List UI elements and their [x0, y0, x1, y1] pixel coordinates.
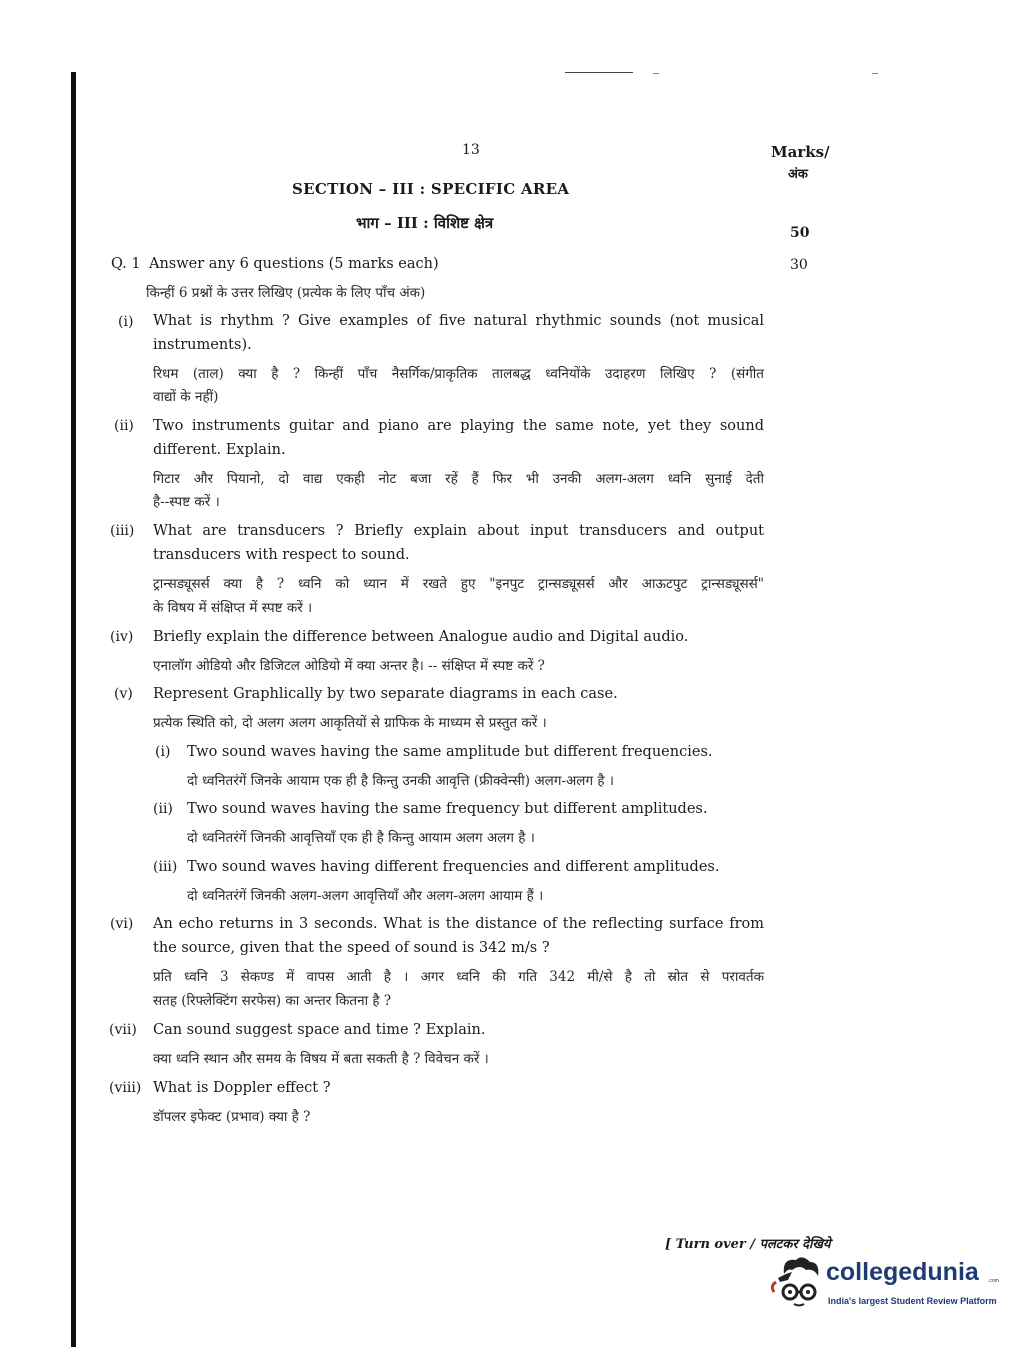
item-text: An echo returns in 3 seconds. What is the distance of the reflecting surface from — [153, 916, 764, 932]
scan-mark — [653, 73, 659, 74]
item-text: Can sound suggest space and time ? Explain. — [153, 1022, 486, 1038]
marks-label: Marks/ — [771, 143, 830, 161]
item-text: transducers with respect to sound. — [153, 547, 410, 563]
item-text-hindi: वाद्यों के नहीं) — [153, 389, 219, 405]
question-marks: 30 — [790, 257, 808, 273]
subitem-number: (ii) — [153, 801, 173, 817]
subitem-text-hindi: दो ध्वनितरंगें जिनकी अलग-अलग आवृत्तियाँ और अलग-अलग आयाम हैं । — [187, 888, 544, 904]
section-title-hindi: भाग – III : विशिष्ट क्षेत्र — [356, 214, 494, 232]
logo-wordmark: collegedunia — [826, 1258, 979, 1286]
marks-label-hindi: अंक — [788, 167, 808, 182]
turn-over-note: [ Turn over / पलटकर देखिये — [665, 1237, 831, 1252]
subitem-text-hindi: दो ध्वनितरंगें जिनकी आवृत्तियाँ एक ही है किन्तु आयाम अलग अलग है । — [187, 830, 535, 846]
subitem-number: (iii) — [153, 859, 178, 875]
item-number: (vi) — [110, 916, 134, 932]
question-instruction-hindi: किन्हीं 6 प्रश्नों के उत्तर लिखिए (प्रत्येक के लिए पाँच अंक) — [146, 285, 426, 301]
subitem-number: (i) — [155, 744, 171, 760]
item-text: Briefly explain the difference between Analogue audio and Digital audio. — [153, 629, 689, 645]
item-number: (iii) — [110, 523, 135, 539]
subitem-text: Two sound waves having the same frequency but different amplitudes. — [187, 801, 708, 817]
item-text-hindi: गिटार और पियानो, दो वाद्य एकही नोट बजा रहें हैं फिर भी उनकी अलग-अलग ध्वनि सुनाई देती — [153, 471, 764, 487]
item-text-hindi: ट्रान्सड्यूसर्स क्या है ? ध्वनि को ध्यान में रखते हुए "इनपुट ट्रान्सड्यूसर्स और आऊटपुट ट्रान्सड्यूसर्स" — [153, 576, 764, 592]
scan-mark — [872, 73, 878, 74]
item-text: What are transducers ? Briefly explain about input transducers and output — [153, 523, 764, 539]
subitem-text: Two sound waves having different frequencies and different amplitudes. — [187, 859, 720, 875]
item-text-hindi: क्या ध्वनि स्थान और समय के विषय में बता सकती है ? विवेचन करें । — [153, 1051, 489, 1067]
item-number: (iv) — [110, 629, 134, 645]
item-text-hindi: प्रत्येक स्थिति को, दो अलग अलग आकृतियों से ग्राफिक के माध्यम से प्रस्तुत करें । — [153, 715, 547, 731]
item-text: What is Doppler effect ? — [153, 1080, 331, 1096]
item-text-hindi: के विषय में संक्षिप्त में स्पष्ट करें । — [153, 600, 313, 616]
item-text-hindi: रिधम (ताल) क्या है ? किन्हीं पाँच नैसर्गिक/प्राकृतिक तालबद्ध ध्वनियोंके उदाहरण लिखिए ? (संगीत — [153, 366, 764, 382]
item-number: (ii) — [114, 418, 134, 434]
page-number: 13 — [462, 142, 480, 158]
section-title: SECTION – III : SPECIFIC AREA — [292, 180, 570, 198]
item-text-hindi: सतह (रिफ्लेक्टिंग सरफेस) का अन्तर कितना है ? — [153, 993, 392, 1009]
section-marks: 50 — [790, 225, 810, 241]
item-text-hindi: प्रति ध्वनि 3 सेकण्ड में वापस आती है । अगर ध्वनि की गति 342 मी/से है तो स्रोत से परावर्तक — [153, 969, 764, 985]
item-number: (vii) — [109, 1022, 137, 1038]
item-number: (v) — [114, 686, 133, 702]
scan-edge-bar — [71, 72, 76, 1347]
question-number: Q. 1 — [111, 256, 141, 272]
item-text: the source, given that the speed of sound is 342 m/s ? — [153, 940, 550, 956]
collegedunia-logo — [766, 1252, 999, 1318]
item-text: Represent Graphlically by two separate diagrams in each case. — [153, 686, 618, 702]
item-text-hindi: एनालॉग ओडियो और डिजिटल ओडियो में क्या अन्तर है। -- संक्षिप्त में स्पष्ट करें ? — [153, 658, 545, 674]
item-text-hindi: डॉपलर इफेक्ट (प्रभाव) क्या है ? — [153, 1109, 311, 1125]
item-text: What is rhythm ? Give examples of five natural rhythmic sounds (not musical — [153, 313, 764, 329]
item-number: (i) — [118, 314, 134, 330]
subitem-text-hindi: दो ध्वनितरंगें जिनके आयाम एक ही है किन्तु उनकी आवृत्ति (फ्रीक्वेन्सी) अलग-अलग है । — [187, 773, 614, 789]
student-mascot-icon — [766, 1252, 826, 1318]
item-text: different. Explain. — [153, 442, 286, 458]
item-text-hindi: है--स्पष्ट करें । — [153, 494, 220, 510]
item-number: (viii) — [109, 1080, 142, 1096]
item-text: Two instruments guitar and piano are playing the same note, yet they sound — [153, 418, 764, 434]
logo-suffix: .com — [988, 1278, 999, 1284]
subitem-text: Two sound waves having the same amplitude but different frequencies. — [187, 744, 713, 760]
header-rule — [565, 72, 633, 73]
item-text: instruments). — [153, 337, 252, 353]
question-instruction: Answer any 6 questions (5 marks each) — [149, 256, 439, 272]
logo-tagline: India's largest Student Review Platform — [828, 1296, 997, 1306]
